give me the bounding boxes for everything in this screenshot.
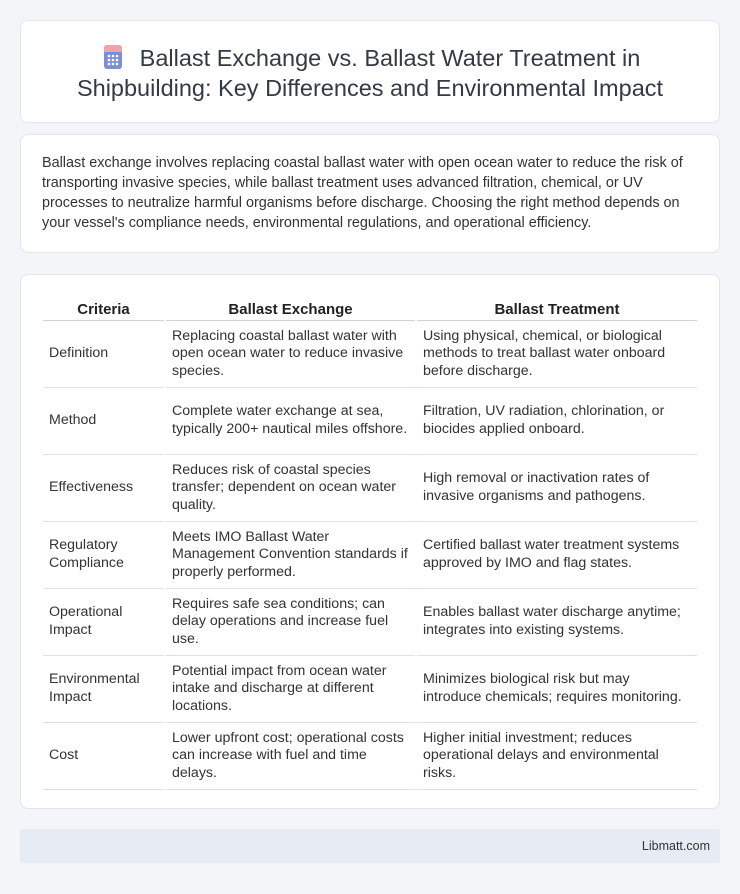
intro-card [20,134,720,253]
exchange-cell: Lower upfront cost; operational costs can increase with fuel and time delays. [166,723,415,790]
table-row [43,656,697,723]
table-row [43,388,697,455]
footer-brand-link[interactable]: Libmatt.com [641,839,710,853]
treatment-cell: Enables ballast water discharge anytime; integrates into existing systems. [417,589,697,656]
treatment-cell: Higher initial investment; reduces operational delays and environmental risks. [417,723,697,790]
intro-paragraph: Ballast exchange involves replacing coastal ballast water with open ocean water to reduce the risk of transporting invasive species, while ballast treatment uses advanced filtration, chemical, or UV processes to neutralize harmful organisms before discharge. Choosing the right method depends on your vessel's compliance needs, environmental regulations, and operational efficiency. [42,155,683,231]
calculator-icon [100,44,126,70]
table-header-row [43,294,697,321]
page-title-text: Ballast Exchange vs. Ballast Water Treatment in Shipbuilding: Key Differences and Environmental Impact [76,45,664,101]
comparison-table-card [20,274,720,809]
treatment-cell: Certified ballast water treatment systems approved by IMO and flag states. [417,522,697,589]
exchange-cell: Replacing coastal ballast water with open ocean water to reduce invasive species. [166,321,415,388]
exchange-cell: Reduces risk of coastal species transfer; dependent on ocean water quality. [166,455,415,522]
header-ballast-exchange: Ballast Exchange [166,294,415,321]
header-ballast-treatment: Ballast Treatment [417,294,697,321]
table-row [43,589,697,656]
treatment-cell: Using physical, chemical, or biological methods to treat ballast water onboard before discharge. [417,321,697,388]
criteria-cell: Operational Impact [43,589,164,656]
criteria-cell: Regulatory Compliance [43,522,164,589]
comparison-table [41,294,699,790]
treatment-cell: Filtration, UV radiation, chlorination, or biocides applied onboard. [417,388,697,455]
exchange-cell: Potential impact from ocean water intake and discharge at different locations. [166,656,415,723]
table-row [43,321,697,388]
table-row [43,723,697,790]
exchange-cell: Meets IMO Ballast Water Management Convention standards if properly performed. [166,522,415,589]
criteria-cell: Effectiveness [43,455,164,522]
treatment-cell: High removal or inactivation rates of invasive organisms and pathogens. [417,455,697,522]
criteria-cell: Environmental Impact [43,656,164,723]
criteria-cell: Method [43,388,164,455]
criteria-cell: Cost [43,723,164,790]
treatment-cell: Minimizes biological risk but may introduce chemicals; requires monitoring. [417,656,697,723]
table-row [43,455,697,522]
footer [20,829,720,863]
header-criteria: Criteria [43,294,164,321]
title-card [20,20,720,123]
exchange-cell: Requires safe sea conditions; can delay operations and increase fuel use. [166,589,415,656]
criteria-cell: Definition [43,321,164,388]
table-row [43,522,697,589]
page-title [51,43,689,103]
exchange-cell: Complete water exchange at sea, typically 200+ nautical miles offshore. [166,388,415,455]
